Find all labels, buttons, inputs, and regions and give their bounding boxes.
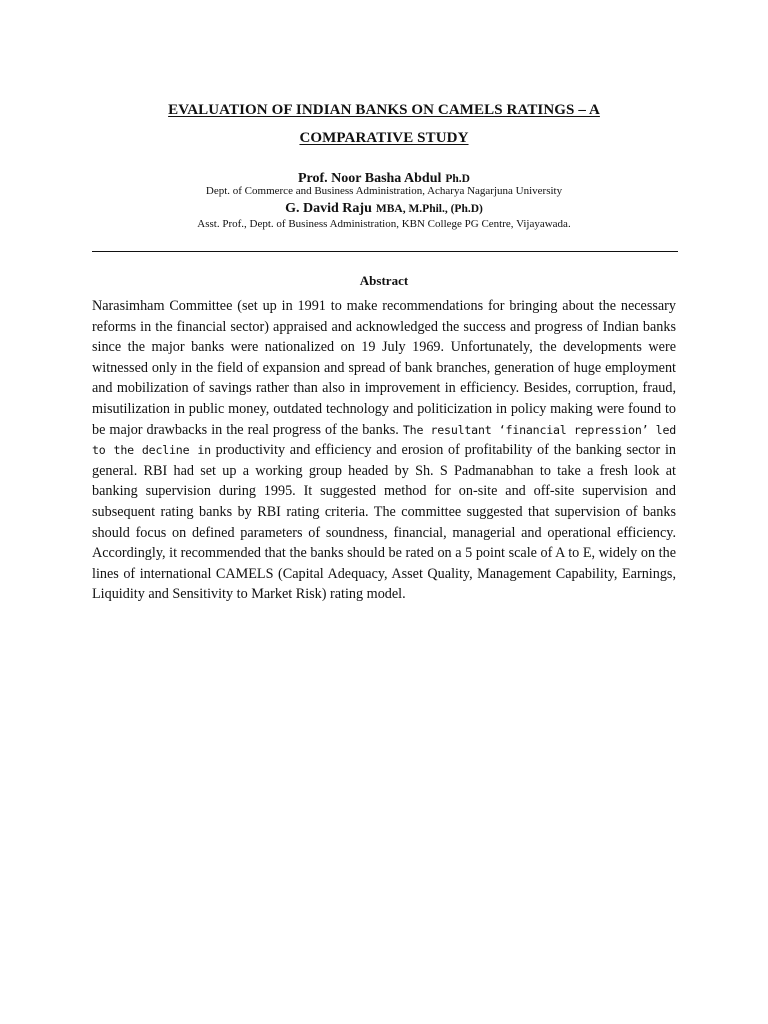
header-divider bbox=[92, 251, 678, 252]
abstract-text-part-3: productivity and efficiency and erosion of profitability of the banking sector in general. RBI had set up a working group headed by Sh. S Padmanabhan to take a fresh look at banking supervision during 1995. It suggested method for on-site and off-site supervision and subsequent rating banks by RBI rating criteria. The committee suggested that supervision of banks should focus on defined parameters of soundness, financial, managerial and operational efficiency. Accordingly, it recommended that the banks should be rated on a 5 point scale of A to E, widely on the lines of international CAMELS (Capital Adequacy, Asset Quality, Management Capability, Earnings, Liquidity and Sensitivity to Market Risk) rating model. bbox=[92, 442, 676, 603]
author-2-name: G. David Raju bbox=[285, 201, 372, 216]
author-2-degrees: MBA, M.Phil., (Ph.D) bbox=[375, 203, 483, 215]
abstract-text-part-1: Narasimham Committee (set up in 1991 to make recommendations for bringing about the necessary reforms in the financial sector) appraised and acknowledged the success and progress of Indian banks since the major banks were nationalized on 19 July 1969. Unfortunately, the developments were witnessed only in the field of expansion and spread of bank branches, generation of huge employment and mobilization of savings rather than also in improvement in efficiency. Besides, corruption, fraud, misutilization in public money, outdated technology and politicization in policy making were found to be major drawbacks in the real progress of the banks. bbox=[92, 298, 676, 438]
paper-title-line-1: EVALUATION OF INDIAN BANKS ON CAMELS RATINGS – A bbox=[168, 102, 600, 118]
author-2-affiliation: Asst. Prof., Dept. of Business Administration, KBN College PG Centre, Vijayawada. bbox=[197, 218, 571, 230]
author-2 bbox=[92, 199, 676, 217]
abstract-body bbox=[92, 296, 676, 605]
paper-title-line-2: COMPARATIVE STUDY bbox=[299, 130, 469, 146]
abstract-heading: Abstract bbox=[359, 273, 409, 288]
author-1-affiliation: Dept. of Commerce and Business Administration, Acharya Nagarjuna University bbox=[205, 185, 563, 197]
author-1-degrees: Ph.D bbox=[445, 173, 470, 185]
abstract-text-part-2: The resultant ‘financial repression’ led to the decline in bbox=[92, 422, 676, 458]
author-1-name: Prof. Noor Basha Abdul bbox=[297, 171, 442, 186]
